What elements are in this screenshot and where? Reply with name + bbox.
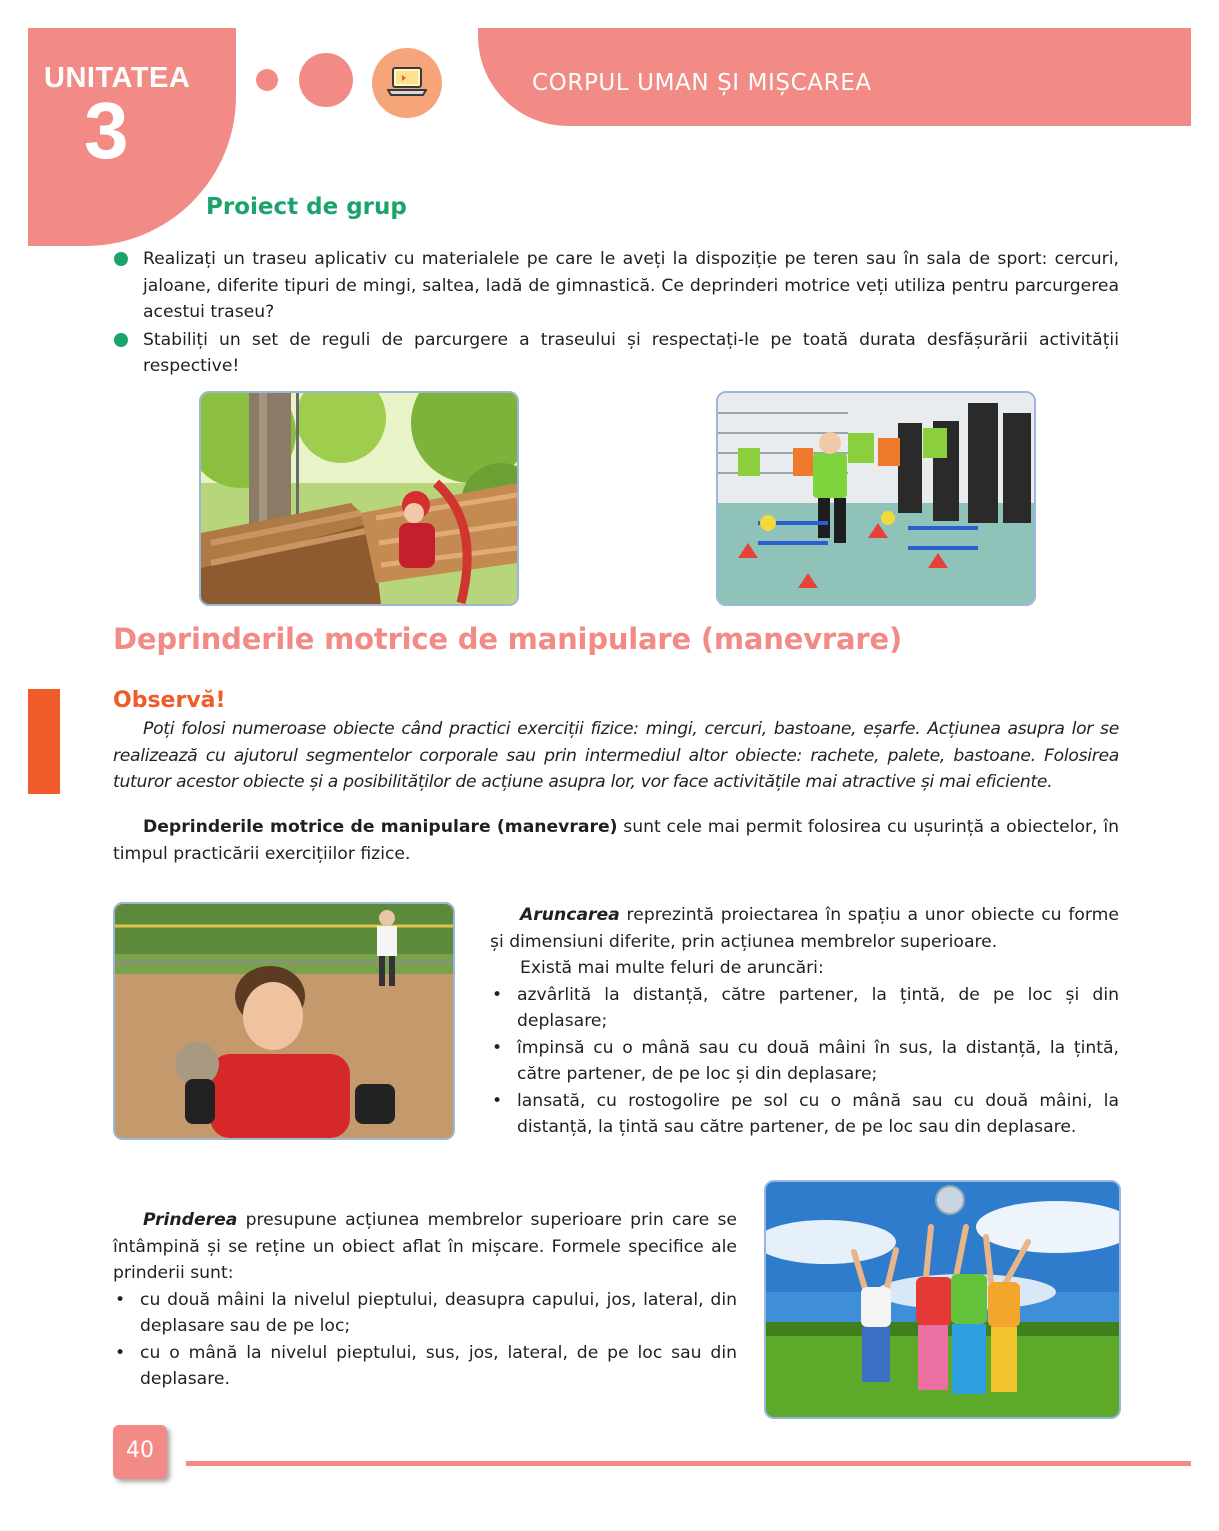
list-item: • azvârlită la distanță, către partener, la țintă, de pe loc și din deplasare; (490, 982, 1119, 1035)
list-item (113, 327, 1119, 380)
catching-definition-text: presupune acțiunea membrelor superioare prin care se întâmpină și se reține un obiect aflat în mișcare. Formele specifice ale prinderii sunt: (113, 1210, 737, 1283)
list-item: • lansată, cu rostogolire pe sol cu o mână sau cu două mâini, la distanță, la țintă sau către partener, de pe loc sau din deplasare. (490, 1088, 1119, 1141)
list-item (113, 246, 1119, 326)
observe-title: Observă! (113, 688, 226, 713)
catching-definition (113, 1207, 737, 1287)
catching-list (113, 1287, 737, 1393)
laptop-icon (387, 66, 427, 98)
page-number-badge (113, 1425, 167, 1479)
catching-term: Prinderea (143, 1210, 238, 1230)
observe-accent-bar (28, 689, 60, 794)
definition-rest: sunt cele mai permit folosirea cu ușurință a obiectelor, în timpul practicării exercițiilor fizice. (113, 817, 1119, 864)
throwing-intro: Există mai multe feluri de aruncări: (520, 958, 824, 978)
definition-term: Deprinderile motrice de manipulare (manevrare) (143, 817, 618, 837)
throwing-term: Aruncarea (520, 905, 620, 925)
bullet-dot-icon (114, 252, 128, 266)
section-title: Deprinderile motrice de manipulare (manevrare) (113, 622, 902, 656)
definition-paragraph (113, 814, 1119, 867)
observe-text: Poți folosi numeroase obiecte când practici exerciții fizice: mingi, cercuri, bastoane, eșarfe. Acțiunea asupra lor se realizează cu ajutorul segmentelor corporale sau prin intermediul altor obiecte: rachete, palete, bastoane. Folosirea tuturor acestor obiecte și a posibilităților de acțiune asupra lor, vor face activitățile mai atractive și mai eficiente. (113, 719, 1119, 792)
list-item: • cu două mâini la nivelul pieptului, deasupra capului, jos, lateral, din deplasare sau de pe loc; (113, 1287, 737, 1340)
bullet-dot-icon (114, 333, 128, 347)
list-item: • cu o mână la nivelul pieptului, sus, jos, lateral, de pe loc sau din deplasare. (113, 1340, 737, 1393)
list-item: • împinsă cu o mână sau cu două mâini în sus, la distanță, la țintă, către partener, de pe loc și din deplasare; (490, 1035, 1119, 1088)
photo-gym-relay (716, 391, 1036, 606)
unit-number: 3 (84, 86, 129, 175)
throwing-block (490, 902, 1119, 1141)
bullet-text: Realizați un traseu aplicativ cu materialele pe care le aveți la dispoziție pe teren sau în sala de sport: cercuri, jaloane, diferite tipuri de mingi, saltea, ladă de gimnastică. Ce deprinderi motrice veți utiliza pentru parcurgerea acestui traseu? (143, 249, 1119, 322)
photo-boy-throwing (113, 902, 455, 1140)
chapter-title: CORPUL UMAN ȘI MIȘCAREA (532, 70, 872, 96)
decor-dot-small (256, 69, 278, 91)
throwing-definition (490, 902, 1119, 955)
page-number: 40 (126, 1438, 154, 1463)
unit-label: UNITATEA (44, 62, 191, 94)
photo-kids-catching (764, 1180, 1121, 1419)
throwing-list (490, 982, 1119, 1141)
footer-line (186, 1461, 1191, 1466)
throwing-definition-text: reprezintă proiectarea în spațiu a unor obiecte cu forme și dimensiuni diferite, prin acțiunea membrelor superioare. (490, 905, 1119, 952)
project-bullet-list (113, 246, 1119, 381)
laptop-badge (372, 48, 442, 118)
catching-block (113, 1207, 737, 1393)
decor-dot-medium (299, 53, 353, 107)
bullet-text: Stabiliți un set de reguli de parcurgere a traseului și respectați-le pe toată durata desfășurării activității respective! (143, 329, 1119, 376)
project-title: Proiect de grup (206, 194, 407, 220)
photo-adventure-park (199, 391, 519, 606)
unit-badge (28, 28, 236, 246)
